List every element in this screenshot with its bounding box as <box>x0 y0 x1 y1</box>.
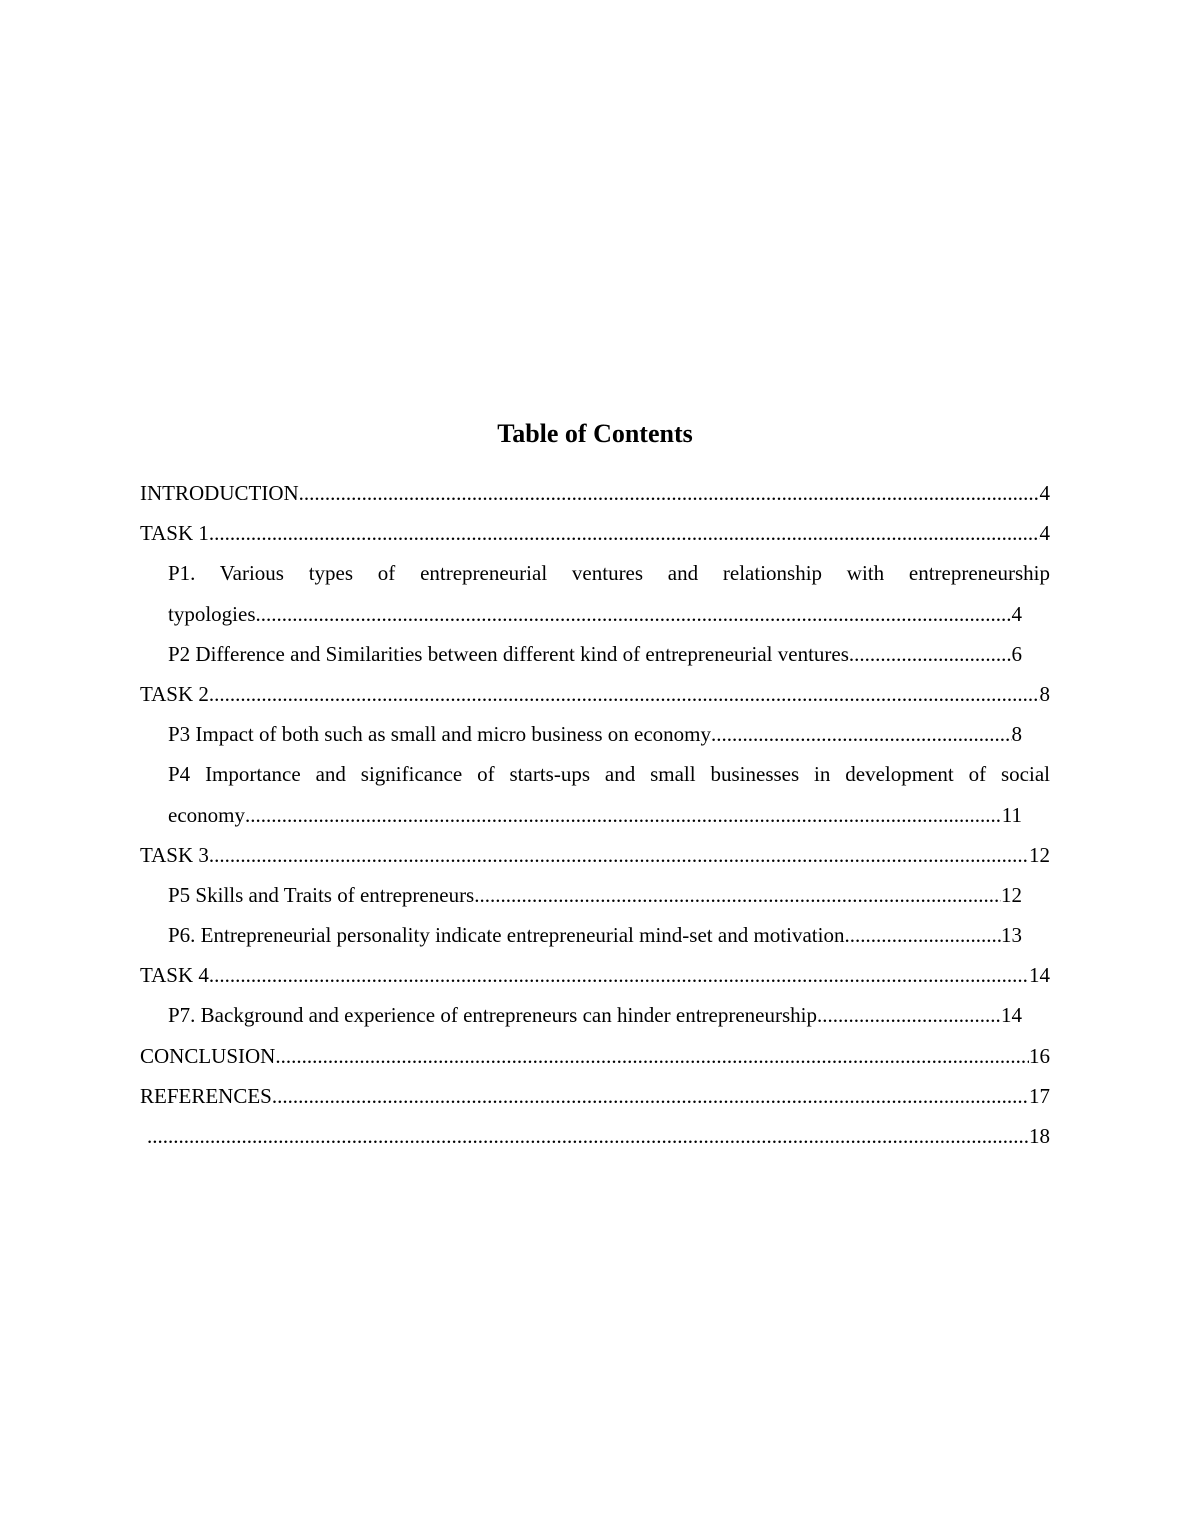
toc-entry-label: INTRODUCTION <box>140 481 299 505</box>
toc-entry-task-1[interactable] <box>140 513 1050 553</box>
toc-entry-label: REFERENCES <box>140 1083 272 1108</box>
toc-entry-task-2[interactable] <box>140 674 1050 714</box>
toc-entry-label: CONCLUSION <box>140 1043 276 1068</box>
dot-leader <box>209 513 1040 553</box>
toc-entry-page: 4 <box>1039 521 1050 546</box>
toc-entry-p5[interactable] <box>168 875 1022 915</box>
dot-leader <box>817 995 1001 1035</box>
dot-leader <box>711 714 1012 754</box>
toc-entry-label: economy <box>168 802 245 827</box>
toc-entry-p3[interactable] <box>168 714 1022 754</box>
toc-entry-label: TASK 2 <box>140 681 209 706</box>
toc-entry-task-4[interactable] <box>140 955 1050 995</box>
dot-leader <box>209 955 1029 995</box>
dot-leader <box>844 915 1001 955</box>
toc-entry-page: 4 <box>1039 481 1050 505</box>
toc-entry-references[interactable] <box>140 1076 1050 1116</box>
toc-entry-p1[interactable] <box>168 594 1022 634</box>
dot-leader <box>272 1076 1029 1116</box>
dot-leader <box>474 875 1001 915</box>
toc-entry-label: TASK 1 <box>140 521 209 546</box>
toc-entry-page: 14 <box>1029 963 1050 988</box>
dot-leader <box>245 795 1002 835</box>
toc-entry-label: P7. Background and experience of entrepreneurs can hinder entrepreneurship <box>168 1003 817 1028</box>
dot-leader <box>275 1036 1029 1076</box>
toc-entry-p1-line1[interactable]: P1. Various types of entrepreneurial ventures and relationship with entrepreneurship <box>168 561 1050 586</box>
toc-entry-label: typologies <box>168 601 256 626</box>
toc-title: Table of Contents <box>497 419 693 448</box>
toc-entry-label: TASK 4 <box>140 963 209 988</box>
toc-entry-page: 14 <box>1001 1003 1022 1028</box>
toc-entry-label: P3 Impact of both such as small and micro business on economy <box>168 722 711 747</box>
dot-leader <box>849 634 1012 674</box>
toc-entry-page: 12 <box>1001 882 1022 907</box>
dot-leader <box>209 835 1029 875</box>
toc-entry-page: 16 <box>1029 1043 1050 1068</box>
toc-entry-label: TASK 3 <box>140 842 209 867</box>
toc-entry-label: P2 Difference and Similarities between different kind of entrepreneurial ventures <box>168 641 849 666</box>
toc-entry-label: P6. Entrepreneurial personality indicate entrepreneurial mind-set and motivation <box>168 923 845 948</box>
dot-leader <box>147 1116 1029 1156</box>
toc-entry-untitled[interactable] <box>140 1116 1050 1156</box>
toc-entry-p4[interactable] <box>168 795 1022 835</box>
toc-entry-label: P5 Skills and Traits of entrepreneurs <box>168 882 475 907</box>
dot-leader <box>256 594 1012 634</box>
toc-entry-task-3[interactable] <box>140 835 1050 875</box>
toc-entry-p4-line1[interactable]: P4 Importance and significance of starts-ups and small businesses in development of social <box>168 762 1050 787</box>
toc-entry-p2[interactable] <box>168 634 1022 674</box>
table-of-contents <box>140 473 1050 1156</box>
dot-leader <box>299 473 1040 513</box>
toc-entry-page: 12 <box>1029 842 1050 867</box>
toc-entry-p7[interactable] <box>168 995 1022 1035</box>
toc-entry-introduction[interactable] <box>140 473 1050 513</box>
toc-entry-page: 13 <box>1001 923 1022 948</box>
toc-entry-page: 8 <box>1011 722 1022 747</box>
toc-entry-p6[interactable] <box>168 915 1022 955</box>
toc-entry-page: 17 <box>1029 1083 1050 1108</box>
dot-leader <box>209 674 1040 714</box>
toc-entry-page: 18 <box>1029 1124 1050 1148</box>
toc-entry-page: 4 <box>1011 601 1022 626</box>
toc-entry-page: 11 <box>1001 802 1022 827</box>
toc-entry-page: 6 <box>1011 641 1022 666</box>
toc-entry-page: 8 <box>1039 681 1050 706</box>
toc-entry-conclusion[interactable] <box>140 1036 1050 1076</box>
